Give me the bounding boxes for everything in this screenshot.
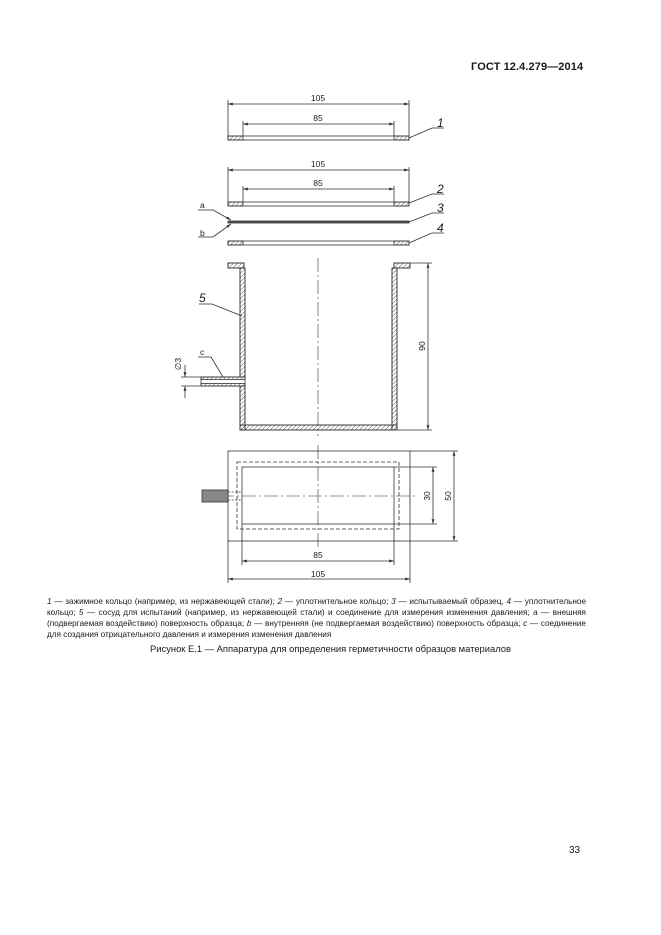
ring-1 (228, 100, 444, 140)
callout-3: 3 (437, 201, 444, 215)
dim-pipe-diameter: ∅3 (173, 357, 183, 371)
dim-ring1-inner: 85 (313, 113, 323, 123)
callout-1: 1 (437, 116, 444, 130)
dim-ring2-inner: 85 (313, 178, 323, 188)
test-vessel-section (181, 258, 432, 436)
dim-vessel-height: 90 (417, 341, 427, 351)
callout-4: 4 (437, 221, 444, 235)
figure-legend: 1 — зажимное кольцо (например, из нержавеющей стали); 2 — уплотнительное кольцо; 3 — испытываемый образец, 4 — уплотнительное кольцо; 5 — сосуд для испытаний (например, из нержавеющей стали) и соединение для измерения изменения давления; a — внешняя (подвергаемая воздействию) поверхность образца; b — внутренняя (не подвергаемая воздействию) поверхность образца; c — соединение для создания отрицательного давления и измерения изменения давления (47, 597, 587, 639)
dim-plan-outer-height: 50 (443, 491, 453, 501)
dim-ring2-outer: 105 (310, 159, 326, 169)
standard-number: ГОСТ 12.4.279—2014 (471, 61, 584, 73)
callout-b: b (200, 228, 205, 238)
dim-plan-inner-height: 30 (422, 491, 432, 501)
figure-caption: Рисунок Е.1 — Аппаратура для определения герметичности образцов материалов (150, 643, 511, 654)
callout-2: 2 (437, 182, 444, 196)
callout-5: 5 (199, 291, 206, 305)
test-vessel-plan (202, 445, 458, 583)
callout-c: c (200, 347, 205, 357)
dim-ring1-outer: 105 (310, 93, 326, 103)
dim-plan-inner-width: 85 (313, 550, 323, 560)
callout-a: a (200, 200, 205, 210)
dim-plan-outer-width: 105 (310, 569, 326, 579)
page-number: 33 (569, 845, 581, 856)
